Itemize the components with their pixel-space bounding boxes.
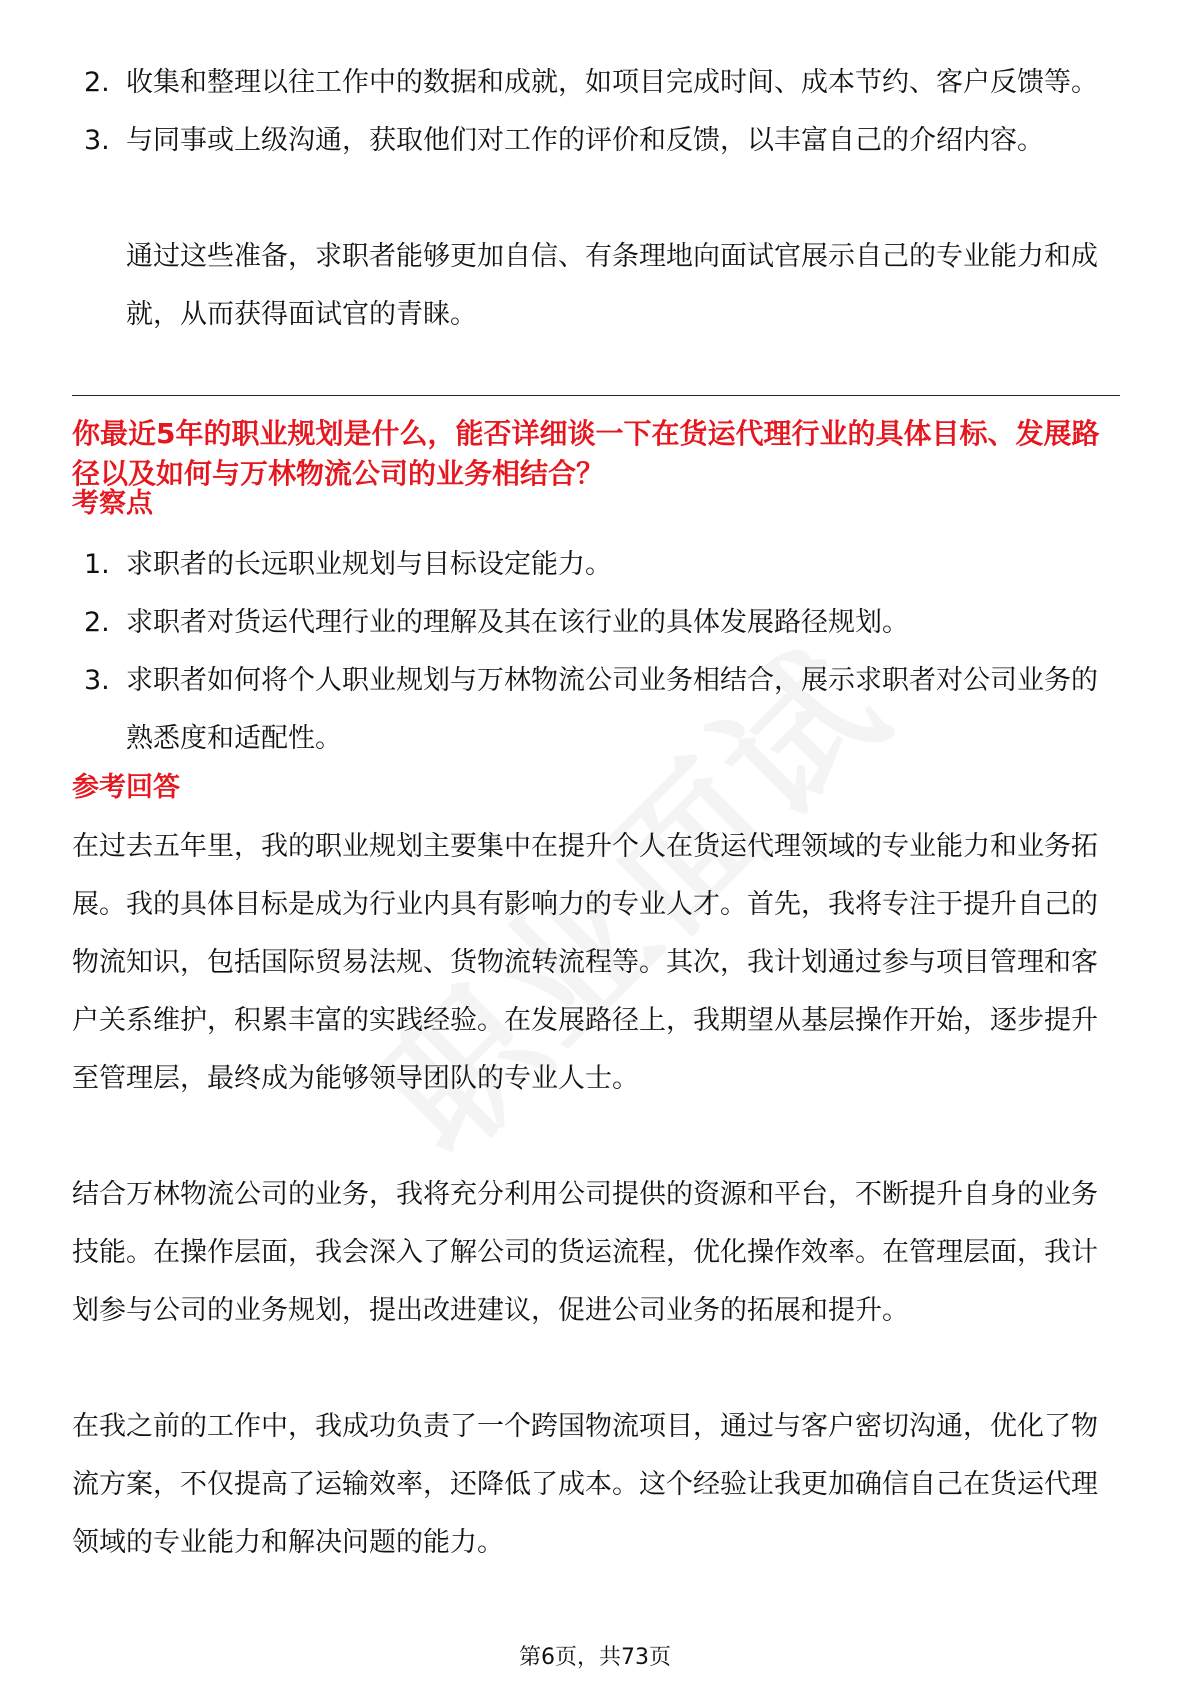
list-item (80, 652, 1120, 768)
list-text: 求职者对货运代理行业的理解及其在该行业的具体发展路径规划。 (126, 607, 909, 638)
previous-list (80, 54, 1120, 170)
section-divider (72, 395, 1120, 396)
answer-paragraph: 在我之前的工作中，我成功负责了一个跨国物流项目，通过与客户密切沟通，优化了物流方案，不仅提高了运输效率，还降低了成本。这个经验让我更加确信自己在货运代理领域的专业能力和解决问题的能力。 (72, 1411, 1098, 1558)
list-number: 2. (84, 607, 110, 638)
list-text: 与同事或上级沟通，获取他们对工作的评价和反馈，以丰富自己的介绍内容。 (126, 125, 1044, 156)
exam-points-label: 考察点 (72, 488, 153, 519)
list-text: 收集和整理以往工作中的数据和成就，如项目完成时间、成本节约、客户反馈等。 (126, 67, 1098, 98)
list-item (80, 536, 1120, 594)
list-item (80, 112, 1120, 170)
exam-points-list (80, 536, 1120, 768)
list-number: 3. (84, 125, 110, 156)
list-item (80, 54, 1120, 112)
question-heading: 你最近5年的职业规划是什么，能否详细谈一下在货运代理行业的具体目标、发展路径以及如何与万林物流公司的业务相结合？ (72, 417, 1100, 490)
list-number: 3. (84, 665, 110, 696)
list-item (80, 594, 1120, 652)
answer-paragraph: 在过去五年里，我的职业规划主要集中在提升个人在货运代理领域的专业能力和业务拓展。我的具体目标是成为行业内具有影响力的专业人才。首先，我将专注于提升自己的物流知识，包括国际贸易法规、货物流转流程等。其次，我计划通过参与项目管理和客户关系维护，积累丰富的实践经验。在发展路径上，我期望从基层操作开始，逐步提升至管理层，最终成为能够领导团队的专业人士。 (72, 831, 1098, 1094)
answer-paragraph: 结合万林物流公司的业务，我将充分利用公司提供的资源和平台，不断提升自身的业务技能。在操作层面，我会深入了解公司的货运流程，优化操作效率。在管理层面，我计划参与公司的业务规划，提出改进建议，促进公司业务的拓展和提升。 (72, 1179, 1098, 1326)
list-number: 2. (84, 67, 110, 98)
list-text: 求职者如何将个人职业规划与万林物流公司业务相结合，展示求职者对公司业务的熟悉度和适配性。 (126, 665, 1098, 754)
page-footer: 第6页，共73页 (519, 1645, 671, 1670)
list-number: 1. (84, 549, 110, 580)
list-text: 求职者的长远职业规划与目标设定能力。 (126, 549, 612, 580)
summary-paragraph: 通过这些准备，求职者能够更加自信、有条理地向面试官展示自己的专业能力和成就，从而获得面试官的青睐。 (126, 241, 1098, 330)
reference-answer-label: 参考回答 (72, 772, 180, 803)
